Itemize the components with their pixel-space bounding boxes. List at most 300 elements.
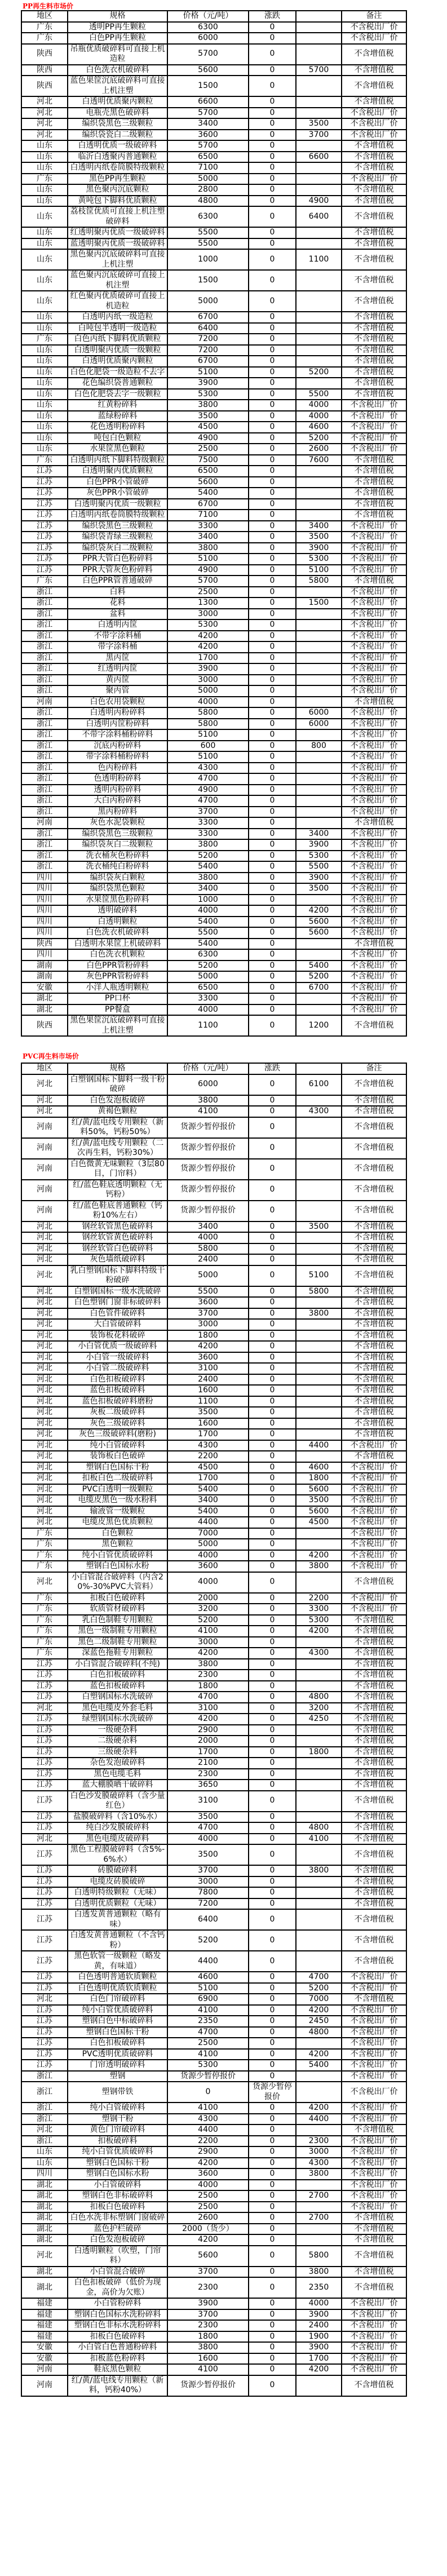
cell-price: 4900 xyxy=(167,565,249,576)
cell-change: 0 xyxy=(249,1604,296,1615)
table-row xyxy=(21,1930,406,1951)
cell-change: 0 xyxy=(249,2267,296,2278)
cell-note: 不含增值税 xyxy=(342,1117,406,1138)
cell-region: 安徽 xyxy=(21,2353,68,2365)
cell-spec: 灰板二级破碎料 xyxy=(68,1407,167,1418)
cell-note: 不含增值税 xyxy=(342,1758,406,1769)
cell-note: 不含增值税 xyxy=(342,1812,406,1823)
cell-change: 0 xyxy=(249,719,296,730)
table-row xyxy=(21,905,406,917)
cell-spec: 白塑钢国标水洗破碎 xyxy=(68,1692,167,1703)
header-change: 涨跌 xyxy=(249,1063,296,1074)
table-row xyxy=(21,1736,406,1747)
cell-price: 3000 xyxy=(167,675,249,686)
cell-note: 不含增值税 xyxy=(342,1951,406,1972)
cell-high-price: 3300 xyxy=(296,1604,342,1615)
table-row xyxy=(21,1865,406,1876)
cell-spec: 纯小白管破碎料 xyxy=(68,2103,167,2114)
table-row xyxy=(21,895,406,906)
cell-spec: 白色颗粒 xyxy=(68,1528,167,1539)
cell-change: 0 xyxy=(249,206,296,227)
cell-high-price: 5400 xyxy=(296,961,342,972)
table-row xyxy=(21,707,406,719)
cell-high-price: 3900 xyxy=(296,2342,342,2353)
table-row xyxy=(21,1528,406,1539)
cell-price: 3400 xyxy=(167,1495,249,1506)
cell-note: 不含税出厂价 xyxy=(342,1972,406,1983)
cell-high-price xyxy=(296,1659,342,1670)
cell-note: 不含增值税 xyxy=(342,1396,406,1407)
table-row xyxy=(21,2331,406,2343)
cell-region: 江苏 xyxy=(21,1909,68,1930)
table-row xyxy=(21,2342,406,2353)
table-row xyxy=(21,1747,406,1758)
cell-note: 不含税出厂价 xyxy=(342,1440,406,1451)
cell-price: 4700 xyxy=(167,795,249,807)
cell-high-price xyxy=(296,1637,342,1648)
cell-spec: 红透明丙筐 xyxy=(68,663,167,675)
cell-spec: 水果筐黑色粉碎料 xyxy=(68,895,167,906)
table-row xyxy=(21,227,406,238)
cell-change: 0 xyxy=(249,2038,296,2049)
cell-spec: 灰色水泥袋颗粒 xyxy=(68,817,167,829)
table-row xyxy=(21,2168,406,2180)
cell-change: 0 xyxy=(249,1074,296,1095)
cell-high-price xyxy=(296,729,342,741)
cell-high-price: 1900 xyxy=(296,2331,342,2343)
cell-high-price: 1700 xyxy=(296,2353,342,2365)
cell-change: 0 xyxy=(249,895,296,906)
cell-high-price: 4200 xyxy=(296,905,342,917)
cell-price: 6400 xyxy=(167,1909,249,1930)
cell-region: 江苏 xyxy=(21,1876,68,1888)
cell-spec: 白透明丙纸卷筒膜特级颗粒 xyxy=(68,510,167,521)
table-row xyxy=(21,2309,406,2321)
cell-high-price xyxy=(296,653,342,664)
cell-spec: 红/黄/蓝电线专用颗粒（新料50%，钙粉50%） xyxy=(68,1117,167,1138)
cell-price: 3600 xyxy=(167,1561,249,1572)
table-row xyxy=(21,1626,406,1637)
cell-region: 广东 xyxy=(21,1637,68,1648)
table-row xyxy=(21,2277,406,2298)
cell-high-price: 2200 xyxy=(296,1593,342,1604)
cell-change: 0 xyxy=(249,1429,296,1440)
cell-region: 安徽 xyxy=(21,982,68,994)
cell-region: 河北 xyxy=(21,1243,68,1255)
cell-note: 不含税出厂价 xyxy=(342,631,406,642)
table-row xyxy=(21,532,406,543)
cell-high-price: 4500 xyxy=(296,1517,342,1528)
cell-note: 不含增值税 xyxy=(342,1865,406,1876)
cell-spec: 塑钢白色国标水粉 xyxy=(68,2168,167,2180)
cell-change: 0 xyxy=(249,1812,296,1823)
cell-price: 3000 xyxy=(167,609,249,620)
cell-note: 不含增值税 xyxy=(342,238,406,250)
cell-region: 湖北 xyxy=(21,2212,68,2224)
cell-region: 浙江 xyxy=(21,773,68,785)
pp-table-body xyxy=(21,22,406,1037)
cell-region: 江苏 xyxy=(21,554,68,565)
cell-region: 河北 xyxy=(21,1994,68,2005)
cell-high-price xyxy=(296,345,342,356)
cell-spec: 砖膜破碎料 xyxy=(68,1865,167,1876)
cell-note: 不含增值税 xyxy=(342,2375,406,2396)
cell-spec: 三级硬杂料 xyxy=(68,1747,167,1758)
cell-spec: 扣板白色破碎料 xyxy=(68,1593,167,1604)
cell-spec: 白色化肥袋去字一级颗粒 xyxy=(68,389,167,400)
cell-change: 0 xyxy=(249,1887,296,1898)
cell-change: 0 xyxy=(249,807,296,818)
cell-note: 不含增值税 xyxy=(342,1418,406,1429)
cell-spec: 透明破碎料 xyxy=(68,905,167,917)
cell-price: 2900 xyxy=(167,1725,249,1736)
cell-high-price: 2450 xyxy=(296,2016,342,2027)
cell-note: 不含税出厂价 xyxy=(342,851,406,862)
cell-change: 0 xyxy=(249,2146,296,2158)
cell-region: 江苏 xyxy=(21,1780,68,1791)
cell-high-price: 4000 xyxy=(296,400,342,411)
cell-note: 不含税出厂价 xyxy=(342,587,406,598)
cell-note: 不含增值税 xyxy=(342,1319,406,1330)
table-row xyxy=(21,2190,406,2202)
cell-change: 0 xyxy=(249,1341,296,1352)
cell-region: 江苏 xyxy=(21,1659,68,1670)
cell-region: 江苏 xyxy=(21,2049,68,2060)
cell-change: 0 xyxy=(249,2027,296,2038)
cell-change: 0 xyxy=(249,587,296,598)
cell-price: 5700 xyxy=(167,44,249,65)
cell-note: 不含税出厂价 xyxy=(342,2331,406,2343)
cell-price: 6700 xyxy=(167,499,249,510)
cell-change: 0 xyxy=(249,2246,296,2267)
cell-note: 不含增值税 xyxy=(342,1834,406,1845)
cell-high-price xyxy=(296,795,342,807)
cell-change: 0 xyxy=(249,1983,296,1994)
cell-region: 江苏 xyxy=(21,1844,68,1865)
cell-change: 0 xyxy=(249,108,296,119)
table-row xyxy=(21,2298,406,2309)
cell-change: 0 xyxy=(249,2168,296,2180)
cell-note: 不含增值税 xyxy=(342,1876,406,1888)
cell-high-price xyxy=(296,697,342,708)
cell-region: 江苏 xyxy=(21,1951,68,1972)
cell-note: 不含增值税 xyxy=(342,140,406,152)
cell-price: 3800 xyxy=(167,2342,249,2353)
cell-spec: 软质管材破碎料 xyxy=(68,1604,167,1615)
table-row xyxy=(21,1440,406,1451)
cell-spec: 白透明丙粉碎料 xyxy=(68,707,167,719)
cell-change: 0 xyxy=(249,1117,296,1138)
cell-region: 河北 xyxy=(21,1418,68,1429)
cell-price: 5700 xyxy=(167,140,249,152)
cell-region: 山东 xyxy=(21,206,68,227)
cell-high-price xyxy=(296,227,342,238)
cell-high-price: 3000 xyxy=(296,2146,342,2158)
cell-region: 河北 xyxy=(21,1363,68,1374)
cell-region: 河北 xyxy=(21,96,68,108)
cell-high-price xyxy=(296,1232,342,1243)
cell-high-price xyxy=(296,773,342,785)
cell-change: 0 xyxy=(249,312,296,323)
cell-region: 江苏 xyxy=(21,1972,68,1983)
cell-spec: PVC白透明一级颗粒 xyxy=(68,1484,167,1495)
cell-price: 2200 xyxy=(167,2136,249,2147)
table-row xyxy=(21,851,406,862)
cell-price: 5400 xyxy=(167,917,249,928)
cell-price: 货源少暂停报价 xyxy=(167,1180,249,1201)
cell-price: 5300 xyxy=(167,389,249,400)
cell-region: 浙江 xyxy=(21,785,68,796)
cell-price: 2200 xyxy=(167,1451,249,1462)
cell-change: 0 xyxy=(249,466,296,477)
cell-region: 浙江 xyxy=(21,719,68,730)
cell-region: 广东 xyxy=(21,1528,68,1539)
cell-price: 4400 xyxy=(167,1517,249,1528)
cell-spec: 白透明聚丙优质一级颗粒 xyxy=(68,499,167,510)
cell-region: 四川 xyxy=(21,2168,68,2180)
cell-high-price xyxy=(296,641,342,653)
cell-price: 4100 xyxy=(167,1106,249,1117)
cell-price: 4500 xyxy=(167,1462,249,1473)
cell-note: 不含税出厂价 xyxy=(342,1462,406,1473)
cell-region: 浙江 xyxy=(21,2082,68,2103)
cell-high-price xyxy=(296,587,342,598)
cell-high-price xyxy=(296,2202,342,2213)
cell-note: 不含增值税 xyxy=(342,312,406,323)
cell-price: 1000 xyxy=(167,895,249,906)
cell-region: 河北 xyxy=(21,1330,68,1342)
cell-price: 6500 xyxy=(167,982,249,994)
cell-region: 湖北 xyxy=(21,2190,68,2202)
table-row xyxy=(21,521,406,532)
cell-spec: 编织袋灰白二级颗粒 xyxy=(68,543,167,554)
table-row xyxy=(21,619,406,631)
cell-spec: 洗衣桶灰色粉碎料 xyxy=(68,851,167,862)
cell-high-price: 4400 xyxy=(296,1440,342,1451)
cell-price: 2300 xyxy=(167,1670,249,1681)
cell-change: 0 xyxy=(249,1972,296,1983)
cell-price: 1500 xyxy=(167,76,249,96)
cell-high-price: 5600 xyxy=(296,1484,342,1495)
cell-high-price xyxy=(296,1451,342,1462)
cell-change: 0 xyxy=(249,961,296,972)
table-row xyxy=(21,499,406,510)
cell-price: 2000 xyxy=(167,1593,249,1604)
cell-high-price xyxy=(296,1844,342,1865)
cell-change: 0 xyxy=(249,334,296,345)
cell-region: 江苏 xyxy=(21,1758,68,1769)
cell-change: 0 xyxy=(249,2342,296,2353)
table-row xyxy=(21,1898,406,1910)
header-region: 地区 xyxy=(21,1063,68,1074)
cell-high-price xyxy=(296,1887,342,1898)
cell-high-price xyxy=(296,1117,342,1138)
cell-spec: 白色PP再生颗粒 xyxy=(68,33,167,44)
cell-price: 7200 xyxy=(167,334,249,345)
cell-high-price: 5300 xyxy=(296,554,342,565)
table-row xyxy=(21,741,406,752)
cell-change: 0 xyxy=(249,576,296,587)
cell-price: 4100 xyxy=(167,2364,249,2375)
cell-region: 山东 xyxy=(21,196,68,207)
cell-price: 货源少暂停报价 xyxy=(167,2071,249,2082)
cell-spec: 白透明颗粒 xyxy=(68,917,167,928)
cell-note: 不含增值税 xyxy=(342,356,406,367)
cell-region: 江苏 xyxy=(21,1930,68,1951)
cell-spec: 白色水洗非标塑钢门窗破碎 xyxy=(68,2212,167,2224)
cell-high-price xyxy=(296,238,342,250)
cell-high-price: 3500 xyxy=(296,1495,342,1506)
cell-high-price xyxy=(296,1876,342,1888)
table-row xyxy=(21,1791,406,1812)
table-row xyxy=(21,719,406,730)
cell-spec: 蓝色扣板破碎料 xyxy=(68,1681,167,1692)
cell-note: 不含税出厂价 xyxy=(342,433,406,444)
cell-high-price: 2600 xyxy=(296,444,342,455)
cell-spec: 扣板白色破碎料 xyxy=(68,2202,167,2213)
cell-price: 2500 xyxy=(167,2202,249,2213)
cell-price: 6500 xyxy=(167,152,249,163)
table-row xyxy=(21,685,406,697)
cell-note: 不含税出厂价 xyxy=(342,971,406,982)
cell-note: 不含税出厂价 xyxy=(342,2190,406,2202)
cell-change: 0 xyxy=(249,1528,296,1539)
cell-spec: 白透发黄普通颗粒（略有味） xyxy=(68,1909,167,1930)
table-row xyxy=(21,2114,406,2125)
cell-high-price: 3200 xyxy=(296,1703,342,1714)
cell-spec: 红色聚丙优质破碎可直接上机造粒 xyxy=(68,291,167,312)
cell-price: 3300 xyxy=(167,829,249,840)
cell-change: 0 xyxy=(249,227,296,238)
cell-spec: 白色PPR管粉碎料 xyxy=(68,961,167,972)
cell-spec: 白吨包半透明一级造粒 xyxy=(68,323,167,334)
table-row xyxy=(21,1834,406,1845)
cell-spec: 二级硬杂料 xyxy=(68,1736,167,1747)
table-row xyxy=(21,2353,406,2365)
table-row xyxy=(21,510,406,521)
cell-spec: 黑丙粉碎料 xyxy=(68,807,167,818)
cell-note: 不含税出厂价 xyxy=(342,2027,406,2038)
table-row xyxy=(21,1887,406,1898)
cell-price: 1800 xyxy=(167,2331,249,2343)
cell-high-price: 6600 xyxy=(296,152,342,163)
cell-price: 3700 xyxy=(167,2267,249,2278)
cell-spec: 塑钢带铁 xyxy=(68,2082,167,2103)
cell-spec: 一级硬杂料 xyxy=(68,1725,167,1736)
cell-price: 4700 xyxy=(167,1822,249,1834)
cell-high-price xyxy=(296,312,342,323)
cell-spec: 花色透明粉碎料 xyxy=(68,422,167,433)
pvc-section-title: PVC再生料市场价 xyxy=(23,1052,79,1060)
cell-spec: 白透明丙纸卷筒膜特级颗粒 xyxy=(68,162,167,174)
table-row xyxy=(21,917,406,928)
table-row xyxy=(21,1385,406,1396)
cell-change: 0 xyxy=(249,653,296,664)
cell-high-price: 4200 xyxy=(296,1550,342,1561)
cell-high-price: 3800 xyxy=(296,1865,342,1876)
table-row xyxy=(21,1363,406,1374)
cell-note: 不含增值税 xyxy=(342,2246,406,2267)
table-row xyxy=(21,1539,406,1550)
cell-change: 0 xyxy=(249,1374,296,1386)
cell-region: 江苏 xyxy=(21,1791,68,1812)
table-row xyxy=(21,1473,406,1484)
cell-spec: 扣板破碎料 xyxy=(68,2136,167,2147)
table-row xyxy=(21,839,406,851)
cell-note: 不含税出厂价 xyxy=(342,2082,406,2103)
cell-note: 不含税出厂价 xyxy=(342,961,406,972)
table-row xyxy=(21,1517,406,1528)
cell-change: 0 xyxy=(249,2277,296,2298)
cell-price: 1800 xyxy=(167,1681,249,1692)
cell-note: 不含增值税 xyxy=(342,2124,406,2136)
cell-spec: 白透明优质聚丙颗粒 xyxy=(68,356,167,367)
cell-spec: 扣板蓝色粉碎料 xyxy=(68,2353,167,2365)
table-row xyxy=(21,444,406,455)
cell-change: 0 xyxy=(249,44,296,65)
cell-price: 3700 xyxy=(167,2309,249,2321)
cell-high-price: 5400 xyxy=(296,2060,342,2071)
cell-price: 货源少暂停报价 xyxy=(167,1138,249,1159)
cell-change: 0 xyxy=(249,184,296,196)
cell-high-price xyxy=(296,184,342,196)
cell-change: 0 xyxy=(249,675,296,686)
cell-note: 不含增值税 xyxy=(342,345,406,356)
cell-region: 河南 xyxy=(21,2364,68,2375)
cell-region: 陕西 xyxy=(21,76,68,96)
cell-high-price: 3500 xyxy=(296,883,342,895)
cell-price: 3400 xyxy=(167,1221,249,1233)
cell-spec: 编织袋黑色三级颗粒 xyxy=(68,521,167,532)
cell-note: 不含税出厂价 xyxy=(342,895,406,906)
cell-high-price xyxy=(296,2180,342,2191)
cell-region: 广东 xyxy=(21,174,68,185)
cell-change: 0 xyxy=(249,367,296,378)
cell-price: 5300 xyxy=(167,619,249,631)
cell-high-price: 3500 xyxy=(296,1221,342,1233)
cell-region: 湖南 xyxy=(21,971,68,982)
cell-change: 0 xyxy=(249,1517,296,1528)
cell-high-price: 4000 xyxy=(296,411,342,422)
table-row xyxy=(21,270,406,291)
cell-spec: 红/黄/蓝电线专用颗粒（二次再生料，钙粉30%） xyxy=(68,1138,167,1159)
table-row xyxy=(21,1462,406,1473)
cell-change: 0 xyxy=(249,249,296,270)
cell-note: 不含增值税 xyxy=(342,1363,406,1374)
cell-change: 0 xyxy=(249,839,296,851)
cell-note: 不含增值税 xyxy=(342,1385,406,1396)
cell-note: 不含增值税 xyxy=(342,1451,406,1462)
cell-region: 江苏 xyxy=(21,466,68,477)
cell-note: 不含税出厂价 xyxy=(342,565,406,576)
cell-price: 1700 xyxy=(167,1429,249,1440)
cell-price: 5600 xyxy=(167,65,249,76)
cell-change: 0 xyxy=(249,1484,296,1495)
cell-note: 不含税出厂价 xyxy=(342,1495,406,1506)
cell-note: 不含税出厂价 xyxy=(342,597,406,609)
cell-high-price xyxy=(296,44,342,65)
cell-change: 0 xyxy=(249,2071,296,2082)
table-row xyxy=(21,1670,406,1681)
cell-high-price: 4400 xyxy=(296,2114,342,2125)
table-row xyxy=(21,2246,406,2267)
cell-change: 0 xyxy=(249,631,296,642)
cell-region: 广东 xyxy=(21,1539,68,1550)
cell-region: 河北 xyxy=(21,1265,68,1286)
cell-change: 0 xyxy=(249,993,296,1004)
cell-high-price: 800 xyxy=(296,741,342,752)
table-row xyxy=(21,118,406,130)
